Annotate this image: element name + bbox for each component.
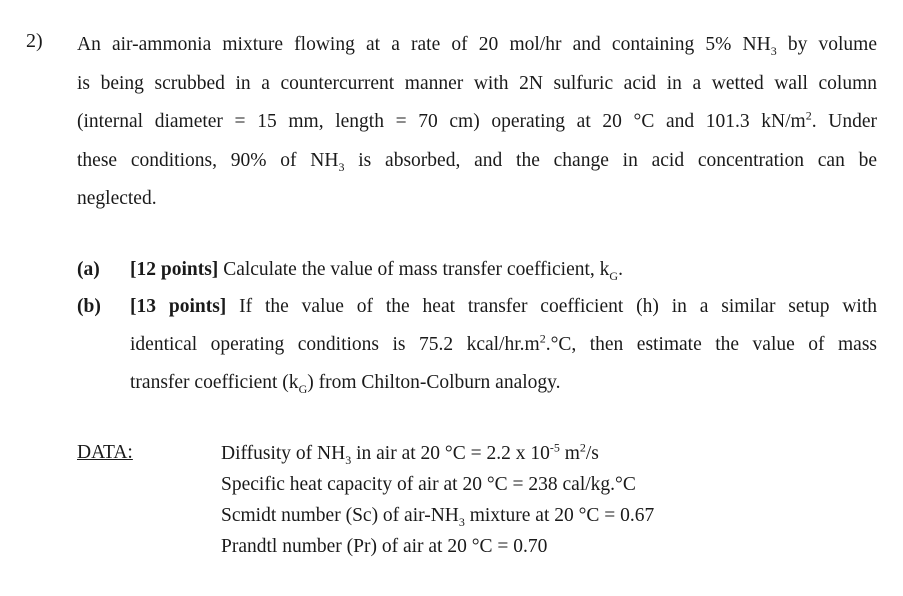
part-b-line-2 xyxy=(130,326,877,364)
part-a-subscript: G xyxy=(609,268,619,283)
problem-line-5: neglected. xyxy=(77,188,157,209)
part-b-line-3 xyxy=(130,364,877,402)
part-a-end: . xyxy=(618,259,623,280)
data-item-1-subscript: 3 xyxy=(345,452,352,467)
data-item-schmidt xyxy=(221,500,654,531)
problem-line-1-subscript: 3 xyxy=(770,43,777,58)
problem-line-4 xyxy=(77,142,877,181)
data-item-3-text: Scmidt number (Sc) of air-NH xyxy=(221,505,459,526)
part-b-line-3-subscript: G xyxy=(298,381,308,396)
part-b-line-2-end: .°C, then estimate the value of mass xyxy=(545,334,877,355)
part-b-points: [13 points] xyxy=(130,296,227,317)
problem-line-2: is being scrubbed in a countercurrent manner with 2N sulfuric acid in a wetted wall column xyxy=(77,72,877,94)
data-item-1-text: Diffusity of NH xyxy=(221,443,346,464)
problem-line-1-text: An air-ammonia mixture flowing at a rate of 20 mol/hr and containing 5% NH xyxy=(77,34,771,55)
data-item-1-exponent: -5 xyxy=(549,440,560,455)
part-b-line-1 xyxy=(130,288,877,326)
problem-line-3-superscript: 2 xyxy=(805,108,812,123)
part-b-line-3-end: ) from Chilton-Colburn analogy. xyxy=(307,372,561,393)
part-b-label: (b) xyxy=(77,296,101,317)
data-item-1-unit: m xyxy=(559,443,580,464)
part-b-body xyxy=(130,288,877,402)
part-a-label: (a) xyxy=(77,259,100,280)
problem-line-1-end: by volume xyxy=(776,34,877,55)
data-item-heat-capacity: Specific heat capacity of air at 20 °C = 238 cal/kg.°C xyxy=(221,474,636,495)
data-item-diffusivity xyxy=(221,438,654,469)
data-item-1-mid: in air at 20 °C = 2.2 x 10 xyxy=(351,443,550,464)
part-a-points: [12 points] xyxy=(130,259,219,280)
problem-line-3-text: (internal diameter = 15 mm, length = 70 cm) operating at 20 °C and 101.3 kN/m xyxy=(77,111,806,132)
question-parts xyxy=(77,251,877,402)
problem-line-4-text: these conditions, 90% of NH xyxy=(77,149,339,171)
problem-line-4-subscript: 3 xyxy=(338,159,345,174)
data-item-1-end: /s xyxy=(585,443,599,464)
part-a-line xyxy=(130,251,877,289)
data-item-3-subscript: 3 xyxy=(458,514,465,529)
part-b-line-3-text: transfer coefficient (k xyxy=(130,372,299,393)
question-number: 2) xyxy=(26,30,43,52)
data-item-3-end: mixture at 20 °C = 0.67 xyxy=(464,505,655,526)
part-b-line-2-text: identical operating conditions is 75.2 kcal/hr.m xyxy=(130,334,540,355)
problem-statement xyxy=(77,26,877,219)
part-b xyxy=(77,288,877,402)
part-a-text: Calculate the value of mass transfer coefficient, k xyxy=(218,259,610,280)
data-label: DATA: xyxy=(77,442,133,463)
data-list xyxy=(221,438,654,562)
problem-line-1 xyxy=(77,26,877,65)
problem-line-4-end: is absorbed, and the change in acid concentration can be xyxy=(344,149,878,171)
data-item-1-unit-exponent: 2 xyxy=(579,440,586,455)
part-a-body xyxy=(130,251,877,289)
part-a xyxy=(77,251,877,289)
problem-line-3-end: . Under xyxy=(811,111,877,132)
problem-line-3 xyxy=(77,103,877,142)
part-b-line-2-superscript: 2 xyxy=(539,331,546,346)
data-item-prandtl: Prandtl number (Pr) of air at 20 °C = 0.70 xyxy=(221,536,548,557)
part-b-line-1-text: If the value of the heat transfer coefficient (h) in a similar setup with xyxy=(226,296,877,317)
